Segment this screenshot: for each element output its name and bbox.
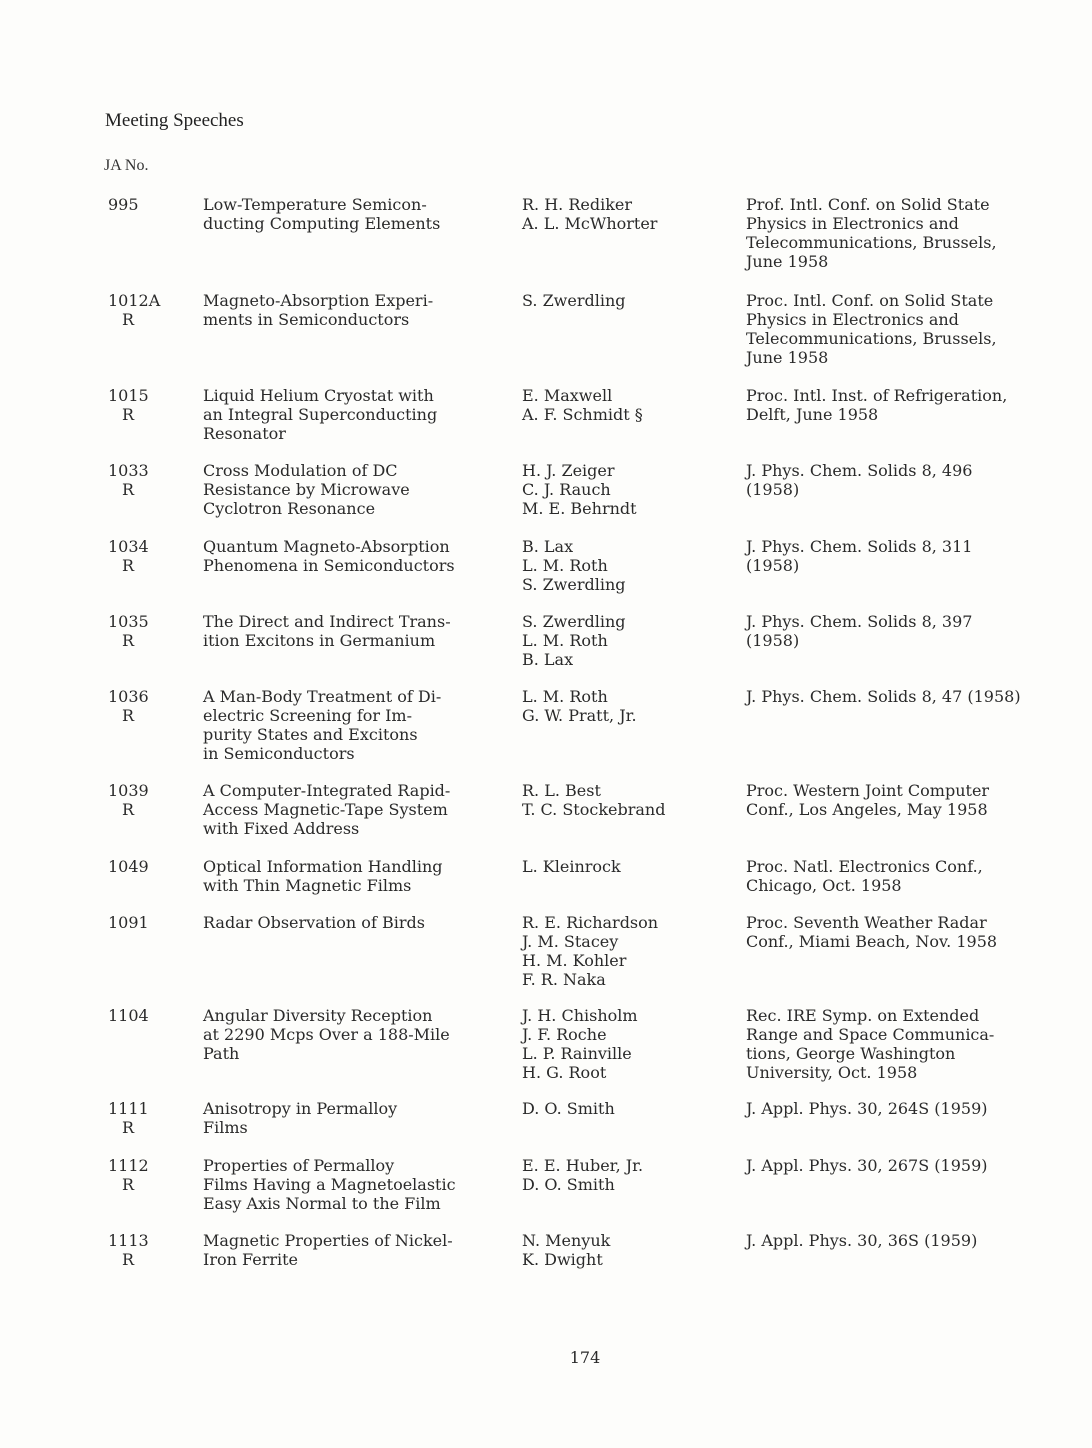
title-line: A Computer-Integrated Rapid- — [203, 781, 451, 800]
publication-line: (1958) — [746, 631, 800, 650]
title-cell — [203, 537, 508, 575]
title-line: purity States and Excitons — [203, 725, 418, 744]
ja-code: R — [122, 800, 135, 819]
ja-number-cell — [108, 537, 188, 575]
publication-line: Delft, June 1958 — [746, 405, 879, 424]
ja-number: 995 — [108, 195, 139, 214]
ja-code: R — [122, 480, 135, 499]
title-line: Properties of Permalloy — [203, 1156, 395, 1175]
title-line: with Fixed Address — [203, 819, 360, 838]
title-line: in Semiconductors — [203, 744, 355, 763]
authors-cell — [522, 781, 732, 819]
ja-number-cell — [108, 1099, 188, 1137]
ja-number-cell — [108, 687, 188, 725]
ja-number-cell — [108, 386, 188, 424]
author-name: J. F. Roche — [522, 1025, 607, 1044]
ja-number: 1112 — [108, 1156, 149, 1175]
ja-code: R — [122, 1175, 135, 1194]
title-line: A Man-Body Treatment of Di- — [203, 687, 442, 706]
section-heading: Meeting Speeches — [105, 110, 244, 131]
title-line: an Integral Superconducting — [203, 405, 438, 424]
ja-number-cell — [108, 1006, 188, 1025]
publication-line: Proc. Intl. Inst. of Refrigeration, — [746, 386, 1008, 405]
title-line: with Thin Magnetic Films — [203, 876, 412, 895]
author-name: J. H. Chisholm — [522, 1006, 638, 1025]
publication-line: Proc. Western Joint Computer — [746, 781, 990, 800]
ja-number: 1015 — [108, 386, 149, 405]
ja-number-cell — [108, 857, 188, 876]
author-name: E. E. Huber, Jr. — [522, 1156, 644, 1175]
title-line: Anisotropy in Permalloy — [203, 1099, 398, 1118]
title-line: Cross Modulation of DC — [203, 461, 398, 480]
title-line: ition Excitons in Germanium — [203, 631, 436, 650]
author-name: L. M. Roth — [522, 556, 608, 575]
publication-line: J. Appl. Phys. 30, 36S (1959) — [746, 1231, 978, 1250]
title-line: Films — [203, 1118, 248, 1137]
publication-cell — [746, 1006, 1076, 1082]
publication-line: Range and Space Communica- — [746, 1025, 995, 1044]
author-name: K. Dwight — [522, 1250, 603, 1269]
title-line: ments in Semiconductors — [203, 310, 410, 329]
title-line: Resonator — [203, 424, 286, 443]
publication-cell — [746, 1156, 1076, 1175]
publication-line: J. Phys. Chem. Solids 8, 397 — [746, 612, 973, 631]
publication-line: J. Appl. Phys. 30, 264S (1959) — [746, 1099, 988, 1118]
author-name: D. O. Smith — [522, 1099, 615, 1118]
ja-code: R — [122, 706, 135, 725]
author-name: A. L. McWhorter — [522, 214, 658, 233]
authors-cell — [522, 461, 732, 518]
title-line: Radar Observation of Birds — [203, 913, 425, 932]
title-cell — [203, 913, 508, 932]
publication-line: J. Appl. Phys. 30, 267S (1959) — [746, 1156, 988, 1175]
publication-cell — [746, 386, 1076, 424]
title-cell — [203, 386, 508, 443]
title-line: electric Screening for Im- — [203, 706, 413, 725]
publication-cell — [746, 195, 1076, 271]
publication-cell — [746, 687, 1076, 706]
title-cell — [203, 195, 508, 233]
author-name: L. M. Roth — [522, 631, 608, 650]
title-line: Low-Temperature Semicon- — [203, 195, 427, 214]
publication-line: Proc. Seventh Weather Radar — [746, 913, 987, 932]
author-name: R. H. Rediker — [522, 195, 633, 214]
authors-cell — [522, 857, 732, 876]
title-line: Access Magnetic-Tape System — [203, 800, 448, 819]
author-name: F. R. Naka — [522, 970, 606, 989]
title-line: Cyclotron Resonance — [203, 499, 376, 518]
ja-number: 1033 — [108, 461, 149, 480]
title-line: Iron Ferrite — [203, 1250, 298, 1269]
publication-line: University, Oct. 1958 — [746, 1063, 918, 1082]
author-name: G. W. Pratt, Jr. — [522, 706, 637, 725]
author-name: T. C. Stockebrand — [522, 800, 666, 819]
authors-cell — [522, 291, 732, 310]
title-cell — [203, 612, 508, 650]
publication-line: Rec. IRE Symp. on Extended — [746, 1006, 980, 1025]
author-name: N. Menyuk — [522, 1231, 611, 1250]
authors-cell — [522, 195, 732, 233]
ja-number: 1036 — [108, 687, 149, 706]
ja-number: 1111 — [108, 1099, 149, 1118]
ja-code: R — [122, 1118, 135, 1137]
authors-cell — [522, 612, 732, 669]
publication-line: J. Phys. Chem. Solids 8, 496 — [746, 461, 973, 480]
title-cell — [203, 781, 508, 838]
author-name: L. Kleinrock — [522, 857, 621, 876]
publication-cell — [746, 781, 1076, 819]
title-cell — [203, 857, 508, 895]
ja-number: 1113 — [108, 1231, 149, 1250]
publication-line: tions, George Washington — [746, 1044, 956, 1063]
author-name: D. O. Smith — [522, 1175, 615, 1194]
title-cell — [203, 461, 508, 518]
authors-cell — [522, 386, 732, 424]
publication-line: Proc. Intl. Conf. on Solid State — [746, 291, 994, 310]
authors-cell — [522, 1231, 732, 1269]
publication-cell — [746, 612, 1076, 650]
title-cell — [203, 687, 508, 763]
title-cell — [203, 1006, 508, 1063]
title-line: Optical Information Handling — [203, 857, 443, 876]
authors-cell — [522, 1156, 732, 1194]
publication-cell — [746, 1231, 1076, 1250]
title-line: ducting Computing Elements — [203, 214, 441, 233]
ja-number-cell — [108, 291, 188, 329]
ja-number-cell — [108, 461, 188, 499]
author-name: M. E. Behrndt — [522, 499, 637, 518]
page-number: 174 — [569, 1348, 601, 1367]
title-line: Resistance by Microwave — [203, 480, 410, 499]
title-line: Liquid Helium Cryostat with — [203, 386, 434, 405]
ja-number: 1091 — [108, 913, 149, 932]
ja-number: 1012A — [108, 291, 161, 310]
title-line: Films Having a Magnetoelastic — [203, 1175, 456, 1194]
title-line: Angular Diversity Reception — [203, 1006, 433, 1025]
author-name: S. Zwerdling — [522, 291, 626, 310]
publication-cell — [746, 1099, 1076, 1118]
publication-line: J. Phys. Chem. Solids 8, 47 (1958) — [746, 687, 1021, 706]
ja-number: 1039 — [108, 781, 149, 800]
ja-code: R — [122, 405, 135, 424]
publication-line: Telecommunications, Brussels, — [746, 329, 997, 348]
author-name: C. J. Rauch — [522, 480, 611, 499]
authors-cell — [522, 1006, 732, 1082]
author-name: H. M. Kohler — [522, 951, 627, 970]
ja-code: R — [122, 631, 135, 650]
ja-number-cell — [108, 913, 188, 932]
authors-cell — [522, 1099, 732, 1118]
title-cell — [203, 1231, 508, 1269]
title-line: Quantum Magneto-Absorption — [203, 537, 450, 556]
authors-cell — [522, 687, 732, 725]
title-line: at 2290 Mcps Over a 188-Mile — [203, 1025, 450, 1044]
publication-cell — [746, 913, 1076, 951]
title-line: The Direct and Indirect Trans- — [203, 612, 451, 631]
ja-number-cell — [108, 1156, 188, 1194]
author-name: L. P. Rainville — [522, 1044, 632, 1063]
ja-number: 1034 — [108, 537, 149, 556]
publication-line: Physics in Electronics and — [746, 310, 959, 329]
author-name: R. E. Richardson — [522, 913, 659, 932]
publication-line: Chicago, Oct. 1958 — [746, 876, 902, 895]
publication-line: June 1958 — [746, 348, 829, 367]
title-cell — [203, 1099, 508, 1137]
author-name: H. J. Zeiger — [522, 461, 615, 480]
authors-cell — [522, 537, 732, 594]
title-line: Path — [203, 1044, 240, 1063]
author-name: A. F. Schmidt § — [522, 405, 643, 424]
publication-line: Prof. Intl. Conf. on Solid State — [746, 195, 990, 214]
title-line: Magneto-Absorption Experi- — [203, 291, 434, 310]
author-name: L. M. Roth — [522, 687, 608, 706]
title-line: Easy Axis Normal to the Film — [203, 1194, 441, 1213]
ja-number: 1104 — [108, 1006, 149, 1025]
ja-number-cell — [108, 195, 188, 214]
author-name: J. M. Stacey — [522, 932, 619, 951]
publication-cell — [746, 857, 1076, 895]
title-cell — [203, 1156, 508, 1213]
title-line: Magnetic Properties of Nickel- — [203, 1231, 453, 1250]
authors-cell — [522, 913, 732, 989]
author-name: R. L. Best — [522, 781, 601, 800]
ja-number-cell — [108, 781, 188, 819]
ja-code: R — [122, 1250, 135, 1269]
ja-number-cell — [108, 1231, 188, 1269]
publication-line: June 1958 — [746, 252, 829, 271]
title-line: Phenomena in Semiconductors — [203, 556, 455, 575]
author-name: B. Lax — [522, 650, 574, 669]
author-name: H. G. Root — [522, 1063, 607, 1082]
publication-cell — [746, 537, 1076, 575]
publication-cell — [746, 291, 1076, 367]
publication-line: (1958) — [746, 556, 800, 575]
ja-code: R — [122, 556, 135, 575]
publication-line: Conf., Miami Beach, Nov. 1958 — [746, 932, 998, 951]
author-name: E. Maxwell — [522, 386, 613, 405]
publication-line: Conf., Los Angeles, May 1958 — [746, 800, 988, 819]
ja-code: R — [122, 310, 135, 329]
publication-line: (1958) — [746, 480, 800, 499]
ja-number-cell — [108, 612, 188, 650]
ja-number: 1035 — [108, 612, 149, 631]
publication-line: J. Phys. Chem. Solids 8, 311 — [746, 537, 973, 556]
author-name: S. Zwerdling — [522, 612, 626, 631]
ja-number: 1049 — [108, 857, 149, 876]
author-name: B. Lax — [522, 537, 574, 556]
title-cell — [203, 291, 508, 329]
ja-number-column-header: JA No. — [104, 157, 149, 174]
publication-line: Physics in Electronics and — [746, 214, 959, 233]
publication-cell — [746, 461, 1076, 499]
page-number-row — [0, 1348, 1092, 1367]
publication-line: Proc. Natl. Electronics Conf., — [746, 857, 983, 876]
publication-line: Telecommunications, Brussels, — [746, 233, 997, 252]
author-name: S. Zwerdling — [522, 575, 626, 594]
